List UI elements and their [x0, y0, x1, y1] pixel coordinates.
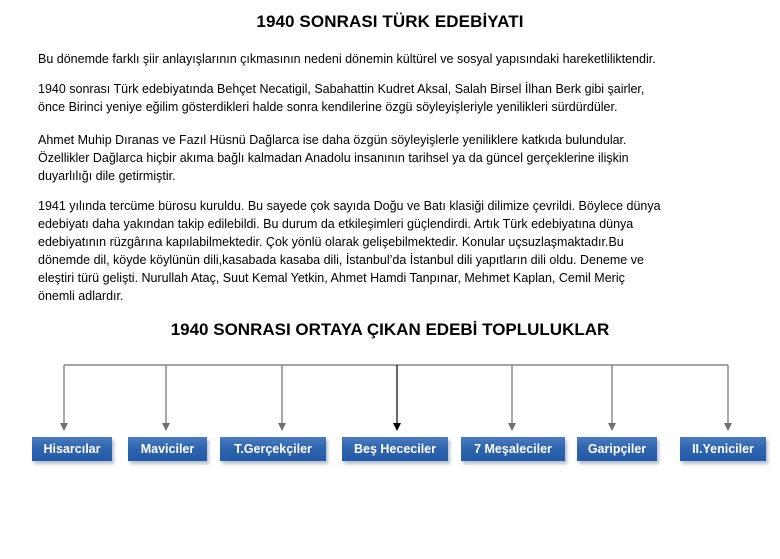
paragraph-line: Ahmet Muhip Dıranas ve Fazıl Hüsnü Dağlarca ise daha özgün söyleyişlerle yeniliklere katkıda bulundular. — [38, 133, 627, 147]
paragraph-translation-bureau — [38, 197, 758, 305]
paragraph-line: eleştiri türü gelişti. Nurullah Ataç, Suut Kemal Yetkin, Ahmet Hamdi Tanpınar, Mehmet Kaplan, Cemil Meriç — [38, 271, 625, 285]
paragraph-line: duyarlılığı dile getirmiştir. — [38, 169, 176, 183]
paragraph-diranas-daglarca — [38, 131, 758, 185]
paragraph-line: 1940 sonrası Türk edebiyatında Behçet Necatigil, Sabahattin Kudret Aksal, Salah Birsel İlhan Berk gibi şairler, — [38, 82, 645, 96]
group-box-hisarcilar: Hisarcılar — [32, 437, 112, 461]
group-box-bes-hececiler: Beş Hececiler — [342, 437, 448, 461]
paragraph-line: önce Birinci yeniye eğilim gösterdikleri halde sonra kendilerine özgü söyleyişleriyle yenilikleri sürdürdüler. — [38, 100, 618, 114]
paragraph-line: edebiyatının rüzgârına kapılabilmektedir. Çok yönlü olarak gelişebilmektedir. Konular uçsuzlaşmaktadır.Bu — [38, 235, 624, 249]
group-box-ii-yeniciler: II.Yeniciler — [680, 437, 766, 461]
group-box-7-mesaleciler: 7 Meşaleciler — [461, 437, 565, 461]
paragraph-poets — [38, 80, 758, 116]
paragraph-line: Özellikler Dağlarca hiçbir akıma bağlı kalmadan Anadolu insanının tarihsel ya da güncel gerçeklerine ilişkin — [38, 151, 629, 165]
paragraph-line: 1941 yılında tercüme bürosu kuruldu. Bu sayede çok sayıda Doğu ve Batı klasiği dilimize çevrildi. Böylece dünya — [38, 199, 661, 213]
paragraph-line: Bu dönemde farklı şiir anlayışlarının çıkmasının nedeni dönemin kültürel ve sosyal yapısındaki hareketliliktendir. — [38, 52, 656, 66]
group-box-t-gercekciler: T.Gerçekçiler — [220, 437, 326, 461]
paragraph-line: önemli adlardır. — [38, 289, 124, 303]
group-box-maviciler: Maviciler — [128, 437, 207, 461]
page-title: 1940 SONRASI TÜRK EDEBİYATI — [256, 12, 524, 31]
paragraph-intro — [38, 50, 758, 68]
groups-heading: 1940 SONRASI ORTAYA ÇIKAN EDEBİ TOPLULUKLAR — [170, 320, 610, 339]
group-box-garipciler: Garipçiler — [577, 437, 657, 461]
paragraph-line: dönemde dil, köyde köylünün dili,kasabada kasaba dili, İstanbul’da İstanbul dili yapıtların dili oldu. Deneme ve — [38, 253, 644, 267]
paragraph-line: edebiyatı daha yakından takip edilebildi. Bu durum da etkileşimleri güçlendirdi. Artık Türk edebiyatına dünya — [38, 217, 634, 231]
